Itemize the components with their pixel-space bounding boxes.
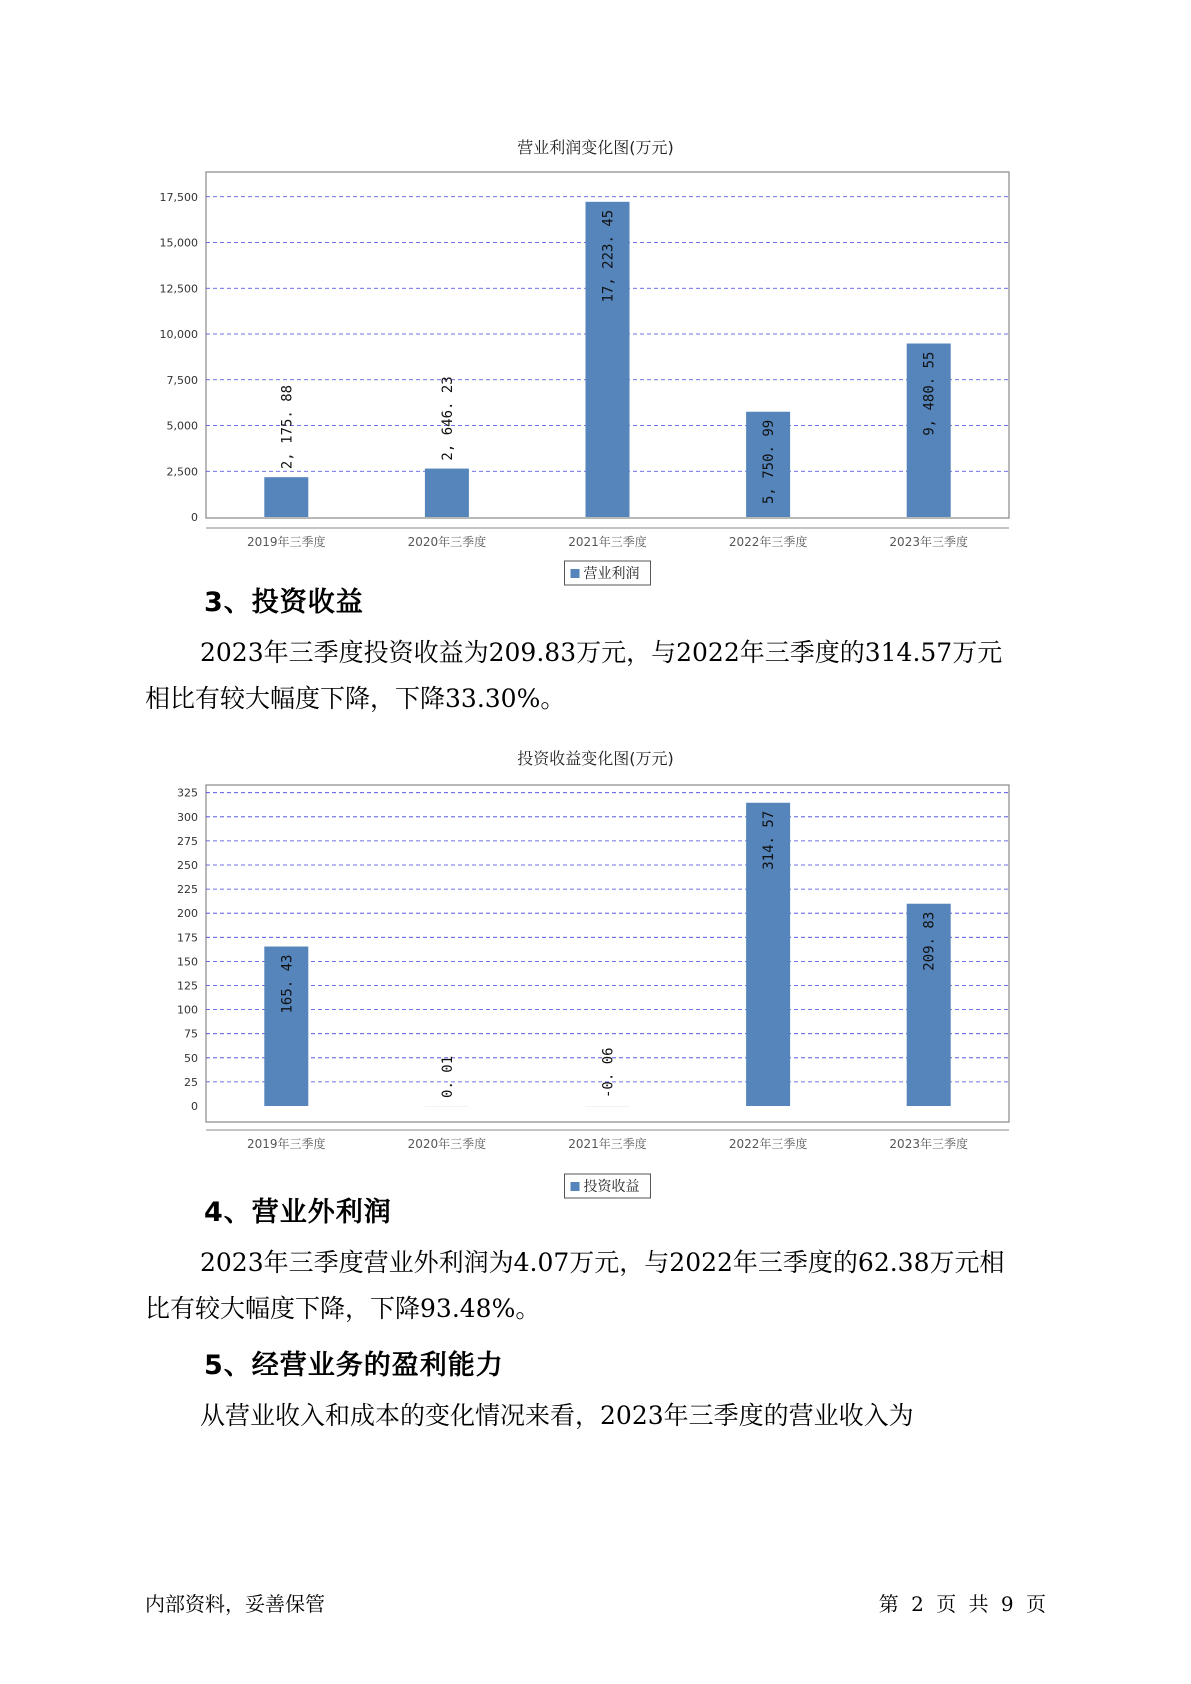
- y-tick-label: 175: [177, 931, 198, 945]
- data-label: 17, 223. 45: [600, 209, 617, 303]
- y-tick-label: 0: [191, 511, 198, 524]
- y-tick-label: 10,000: [159, 328, 198, 341]
- data-label: 9, 480. 55: [921, 351, 938, 436]
- x-tick-label: 2022年三季度: [728, 1137, 808, 1151]
- y-tick-label: 75: [184, 1027, 198, 1041]
- y-tick-label: 150: [177, 955, 198, 969]
- x-tick-label: 2019年三季度: [247, 535, 326, 549]
- chart2-title: 投资收益变化图(万元): [517, 749, 674, 768]
- chart1-title: 营业利润变化图(万元): [517, 138, 674, 157]
- y-tick-label: 5,000: [166, 419, 198, 433]
- legend-swatch: [571, 1182, 580, 1191]
- legend-label: 投资收益: [583, 1179, 640, 1195]
- y-tick-label: 15,000: [159, 236, 198, 250]
- y-tick-label: 300: [177, 810, 198, 824]
- y-tick-label: 275: [177, 834, 198, 848]
- section-4-paragraph: [145, 1240, 1065, 1332]
- y-tick-label: 0: [191, 1100, 198, 1113]
- section-4-line1: 2023年三季度营业外利润为4.07万元，与2022年三季度的62.38万元相: [200, 1248, 1005, 1277]
- data-label: 2, 175. 88: [279, 384, 296, 470]
- section-5-heading: 5、经营业务的盈利能力: [204, 1350, 504, 1381]
- investment-income-chart: [0, 772, 1191, 1195]
- x-tick-label: 2023年三季度: [889, 1137, 968, 1151]
- section-4-heading: 4、营业外利润: [204, 1197, 392, 1228]
- data-label: 165. 43: [279, 954, 296, 1014]
- bar: [425, 469, 469, 517]
- y-tick-label: 100: [177, 1003, 198, 1017]
- y-tick-label: 50: [184, 1051, 198, 1065]
- data-label: 5, 750. 99: [761, 419, 778, 505]
- section-4-line2: 比有较大幅度下降，下降93.48%。: [145, 1294, 541, 1323]
- legend-label: 营业利润: [583, 566, 640, 582]
- x-tick-label: 2020年三季度: [407, 1137, 487, 1151]
- y-tick-label: 225: [177, 883, 198, 897]
- section-3-heading: 3、投资收益: [204, 587, 364, 618]
- footer-page-number: 第 2 页 共 9 页: [878, 1592, 1046, 1616]
- footer-confidential-note: 内部资料，妥善保管: [145, 1592, 325, 1616]
- section-3-paragraph: [145, 630, 1065, 722]
- x-tick-label: 2019年三季度: [247, 1137, 326, 1151]
- section-3-line2: 相比有较大幅度下降，下降33.30%。: [145, 684, 566, 713]
- section-3-line1: 2023年三季度投资收益为209.83万元，与2022年三季度的314.57万元: [200, 638, 1003, 667]
- y-tick-label: 125: [177, 979, 198, 993]
- y-tick-label: 2,500: [166, 465, 198, 479]
- data-label: 209. 83: [921, 911, 938, 971]
- legend-swatch: [571, 569, 580, 578]
- y-tick-label: 25: [184, 1075, 198, 1089]
- y-tick-label: 250: [177, 859, 198, 872]
- operating-profit-chart: [0, 160, 1191, 582]
- x-tick-label: 2021年三季度: [568, 1137, 647, 1151]
- data-label: 0. 01: [439, 1055, 456, 1098]
- y-tick-label: 325: [177, 786, 198, 800]
- y-tick-label: 200: [177, 907, 198, 921]
- x-tick-label: 2020年三季度: [407, 535, 487, 549]
- x-tick-label: 2021年三季度: [568, 535, 647, 549]
- legend: [565, 1174, 651, 1198]
- y-tick-label: 17,500: [159, 190, 198, 204]
- x-tick-label: 2023年三季度: [889, 535, 968, 549]
- data-label: -0. 06: [600, 1047, 617, 1098]
- bar: [264, 477, 308, 517]
- section-5-line1: 从营业收入和成本的变化情况来看，2023年三季度的营业收入为: [200, 1401, 914, 1430]
- section-5-paragraph: [145, 1393, 1065, 1439]
- y-tick-label: 7,500: [166, 373, 198, 387]
- data-label: 2, 646. 23: [439, 376, 456, 461]
- y-tick-label: 12,500: [159, 282, 198, 296]
- x-tick-label: 2022年三季度: [728, 535, 808, 549]
- data-label: 314. 57: [761, 810, 778, 870]
- legend: [565, 561, 651, 585]
